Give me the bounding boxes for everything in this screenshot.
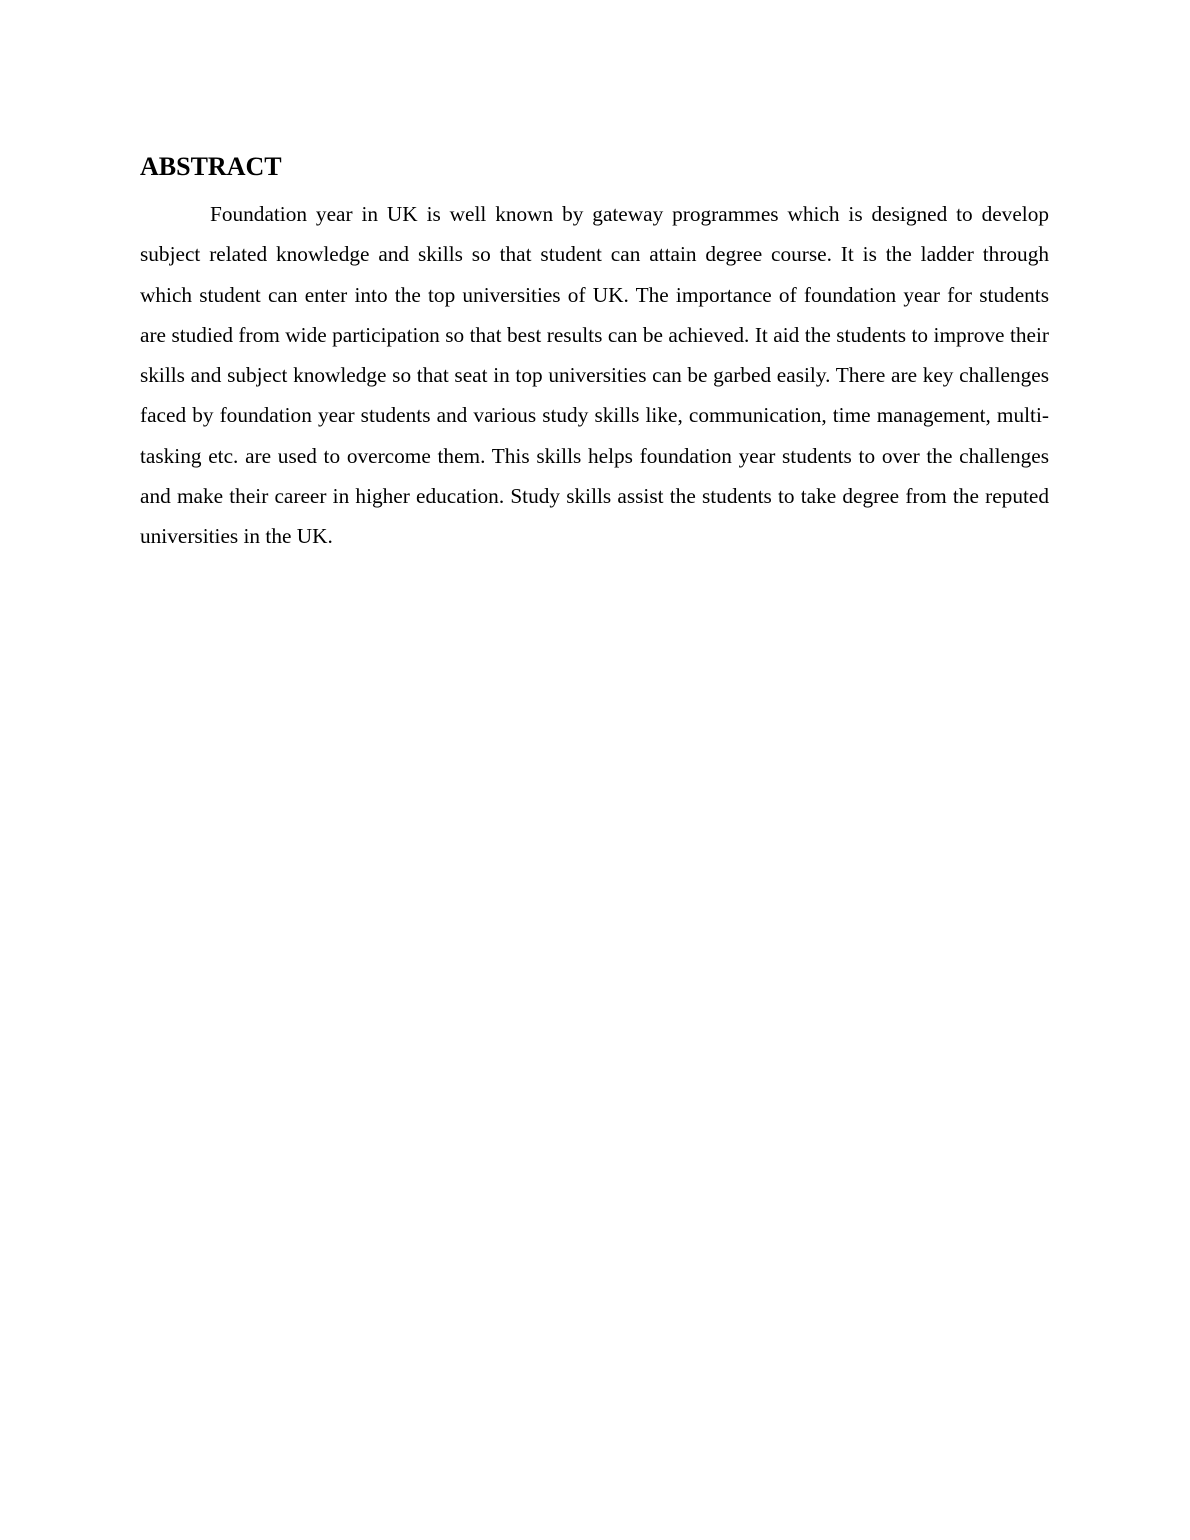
abstract-paragraph: Foundation year in UK is well known by gateway programmes which is designed to develop subject related knowledge and skills so that student can attain degree course. It is the ladder through which student can enter into the top universities of UK. The importance of foundation year for students are studied from wide participation so that best results can be achieved. It aid the students to improve their skills and subject knowledge so that seat in top universities can be garbed easily. There are key challenges faced by foundation year students and various study skills like, communication, time management, multi-tasking etc. are used to overcome them. This skills helps foundation year students to over the challenges and make their career in higher education. Study skills assist the students to take degree from the reputed universities in the UK. [140,202,1049,549]
page-title: ABSTRACT [140,152,282,181]
page-content [140,150,1049,557]
